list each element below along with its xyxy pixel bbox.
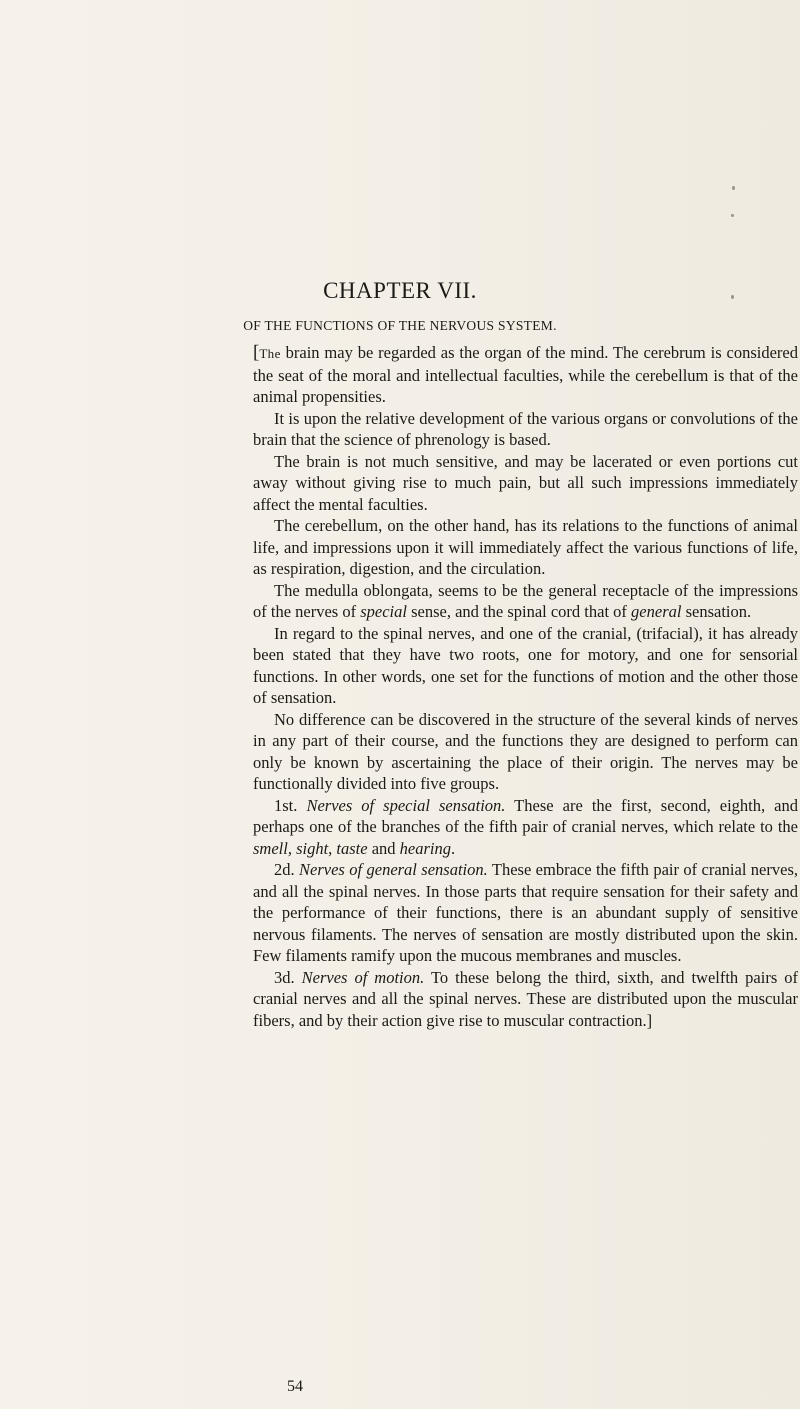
paragraph-text: These embrace the fifth pair of cranial nerves, and all the spinal nerves. In those parts that require sensation for their safety and the performance of their functions, there is an abundant supply of sensitive nervous filaments. The nerves of sensation are mostly distributed upon the skin. Few filaments ramify upon the mucous membranes and muscles. (253, 860, 799, 965)
italic-term: hearing (399, 838, 452, 858)
group-title: Nerves of general sensation. (299, 860, 488, 879)
group-number: 3d. (274, 967, 302, 987)
section-heading: OF THE FUNCTIONS OF THE NERVOUS SYSTEM. (243, 318, 557, 333)
paragraph-text: These are the first, second, eighth, and perhaps one of the branches of the fifth pair of cranial nerves, which relate to the (253, 795, 798, 836)
paragraph-text: To these belong the third, sixth, and twelfth pairs of cranial nerves and all the spinal nerves. These are distributed upon the muscular fibers, and by their action give rise to muscular contraction.] (253, 967, 799, 1030)
paragraph-2: It is upon the relative development of the various organs or convolutions of the brain that the science of phrenology is based. (253, 408, 798, 449)
opening-bracket: [ (253, 342, 260, 363)
group-number: 2d. (274, 860, 300, 879)
paragraph-text: brain may be regarded as the organ of the mind. The cerebrum is considered the seat of the moral and intellectual faculties, while the cerebellum is that of the animal propensities. (253, 343, 798, 406)
italic-term: special (360, 602, 407, 621)
body-text (253, 342, 798, 1031)
paragraph-text: sense, and the spinal cord that of (406, 602, 632, 621)
paragraph-text: sensation. (681, 602, 752, 621)
chapter-title: CHAPTER VII. (323, 278, 477, 303)
page-number: 54 (287, 1378, 303, 1395)
paper-speck (732, 186, 735, 190)
paragraph-text: The medulla oblongata, seems to be the general receptacle of the impressions of the nerves of (253, 580, 798, 621)
group-number: 1st. (274, 795, 307, 815)
group-title: Nerves of special sensation. (306, 795, 506, 815)
paragraph-10 (253, 967, 798, 1032)
paragraph-text: . (451, 838, 456, 858)
paragraph-6: In regard to the spinal nerves, and one of the cranial, (trifacial), it has already been stated that they have two roots, one for motory, and one for sensorial functions. In other words, one set for the functions of motion and the other those of sensation. (253, 623, 798, 707)
paragraph-8 (253, 795, 798, 860)
lead-word: The (259, 346, 281, 361)
paragraph-7: No difference can be discovered in the structure of the several kinds of nerves in any part of their course, and the functions they are designed to perform can only be known by ascertaining the place of their origin. The nerves may be functionally divided into five groups. (253, 709, 798, 793)
paragraph-1 (253, 342, 798, 408)
italic-term: smell, sight, taste (253, 838, 368, 858)
paragraph-9 (253, 859, 798, 967)
paper-speck (731, 214, 734, 217)
paragraph-5 (253, 580, 798, 623)
paragraph-3: The brain is not much sensitive, and may be lacerated or even portions cut away without giving rise to much pain, but all such impressions immediately affect the mental faculties. (253, 451, 798, 514)
paragraph-text: and (367, 838, 400, 858)
italic-term: general (631, 602, 682, 621)
group-title: Nerves of motion. (301, 967, 425, 987)
paragraph-4: The cerebellum, on the other hand, has its relations to the functions of animal life, and impressions upon it will immediately affect the various functions of life, as respiration, digestion, and the circulation. (253, 516, 798, 578)
